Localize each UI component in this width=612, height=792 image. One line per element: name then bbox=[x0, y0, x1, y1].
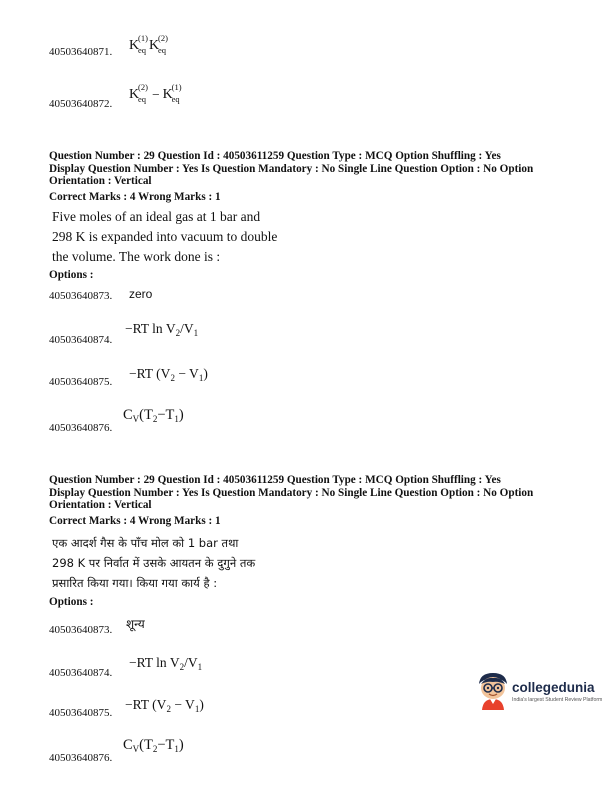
option-text: zero bbox=[129, 287, 153, 301]
option-formula: −RT $(V_2 - V_1)$ bbox=[125, 697, 204, 714]
option-id: 40503640873. bbox=[49, 290, 113, 302]
option-id: 40503640875. bbox=[49, 707, 113, 719]
option-id: 40503640876. bbox=[49, 752, 113, 764]
option-id: 40503640872. bbox=[49, 98, 113, 110]
brand-name: collegedunia bbox=[512, 680, 595, 695]
option-formula: $C_V(T_2-T_1)$ bbox=[123, 407, 184, 424]
marks-info: Correct Marks : 4 Wrong Marks : 1 bbox=[49, 515, 221, 527]
option-id: 40503640873. bbox=[49, 624, 113, 636]
option-formula: −RT $(V_2 - V_1)$ bbox=[129, 366, 208, 383]
k-eq-term: K (2) eq bbox=[129, 82, 148, 104]
option-id: 40503640876. bbox=[49, 422, 113, 434]
option-formula: −RT $\ln V_2/V_1$ bbox=[129, 655, 203, 672]
option-text: शून्य bbox=[126, 617, 145, 631]
collegedunia-watermark bbox=[476, 668, 603, 712]
mascot-icon bbox=[476, 670, 510, 710]
option-id: 40503640875. bbox=[49, 376, 113, 388]
marks-info: Correct Marks : 4 Wrong Marks : 1 bbox=[49, 191, 221, 203]
brand-tagline: India's largest Student Review Platform bbox=[512, 697, 603, 703]
k-eq-term: K (1) eq bbox=[129, 33, 148, 55]
question-header: Question Number : 29 Question Id : 40503611259 Question Type : MCQ Option Shuffling : Yes Display Question Number : Yes Is Question Mandatory : No Single Line Question Option : No Option Orientation : Vertical bbox=[49, 150, 534, 187]
option-id: 40503640874. bbox=[49, 667, 113, 679]
option-formula bbox=[129, 35, 169, 57]
option-id: 40503640874. bbox=[49, 334, 113, 346]
options-label: Options : bbox=[49, 269, 94, 281]
question-text: Five moles of an ideal gas at 1 bar and 298 K is expanded into vacuum to double the volume. The work done is : bbox=[52, 209, 278, 264]
question-header: Question Number : 29 Question Id : 40503611259 Question Type : MCQ Option Shuffling : Yes Display Question Number : Yes Is Question Mandatory : No Single Line Question Option : No Option Orientation : Vertical bbox=[49, 474, 534, 511]
k-eq-term: K (2) eq bbox=[149, 33, 168, 55]
option-id: 40503640871. bbox=[49, 46, 113, 58]
k-eq-term: K (1) eq bbox=[162, 82, 182, 104]
option-formula: $C_V(T_2-T_1)$ bbox=[123, 737, 184, 754]
question-text: एक आदर्श गैस के पाँच मोल को 1 bar तथा 298 K पर निर्वात में उसके आयतन के दुगुने तक प्रसारित किया गया। किया गया कार्य है : bbox=[52, 536, 256, 590]
option-formula: −RT $\ln V_2/V_1$ bbox=[125, 321, 199, 338]
option-formula: K (2) eq − K (1) eq bbox=[129, 82, 182, 104]
options-label: Options : bbox=[49, 596, 94, 608]
